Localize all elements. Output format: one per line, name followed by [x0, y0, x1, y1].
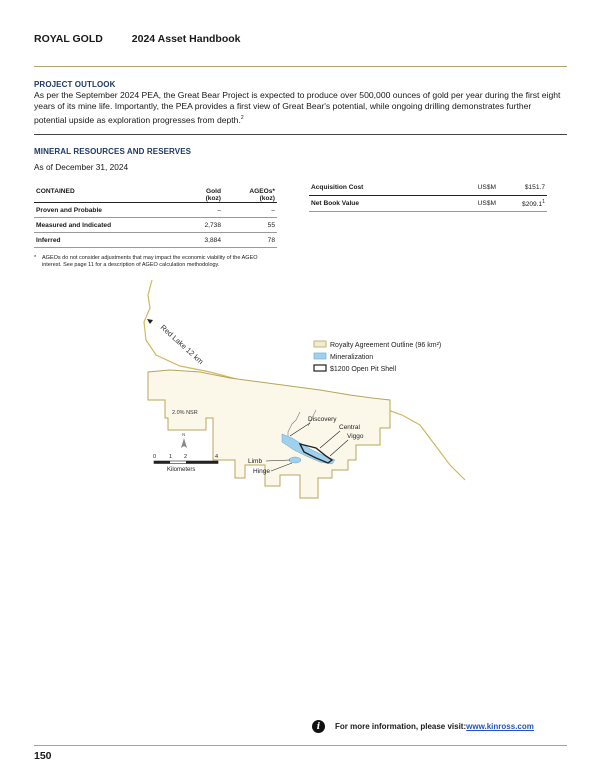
contained-table — [34, 180, 277, 248]
deposit-label: Hinge — [253, 468, 270, 475]
legend-label: Royalty Agreement Outline (96 km²) — [330, 342, 442, 349]
deposit-label: Central — [339, 424, 360, 431]
legend-swatch-mineralization — [314, 353, 326, 359]
deposit-label: Limb — [248, 458, 263, 465]
document-title: 2024 Asset Handbook — [131, 33, 241, 45]
scale-tick: 2 — [184, 454, 188, 460]
as-of-date: As of December 31, 2024 — [34, 162, 129, 172]
table-row: Net Book Value US$M $209.1$^1$ — [309, 196, 547, 212]
footnote-text: AGEOs do not consider adjustments that may impact the economic viability of the AGEO interest. See page 11 for a description of AGEO calculation methodology. — [42, 255, 258, 268]
deposit-label: Viggo — [347, 433, 364, 440]
road-arrow — [147, 319, 153, 324]
legend-swatch-pit — [314, 365, 326, 371]
table-row: Measured and Indicated 2,738 55 — [34, 218, 277, 233]
table-row: Acquisition Cost US$M $151.7 — [309, 180, 547, 196]
footer-text: For more information, please visit: — [335, 722, 467, 731]
table-header-row — [34, 180, 277, 203]
scale-bar-fill — [186, 461, 218, 464]
north-arrow-icon — [181, 438, 187, 448]
deposit-label: Discovery — [308, 416, 337, 423]
outlook-footnote-ref: 2 — [240, 114, 244, 121]
page-header — [34, 33, 241, 45]
gold-header: Gold (koz) — [159, 180, 223, 203]
info-icon: i — [312, 720, 325, 733]
nbv-footnote-ref: 1 — [542, 198, 545, 205]
road-label: Red Lake 12 km — [158, 322, 206, 367]
north-label: N — [182, 432, 186, 437]
brand-name: ROYAL GOLD — [34, 33, 103, 45]
footer-info — [312, 720, 534, 733]
outlook-paragraph — [34, 90, 566, 126]
legend-swatch-royalty — [314, 341, 326, 347]
legend-label: Mineralization — [330, 354, 374, 361]
ageos-header: AGEOs* (koz) — [223, 180, 277, 203]
kinross-link[interactable]: www.kinross.com — [466, 722, 534, 731]
property-map — [120, 280, 470, 510]
header-divider — [34, 66, 567, 67]
contained-header: CONTAINED — [34, 180, 159, 203]
table-row: Proven and Probable – – — [34, 203, 277, 218]
scale-tick: 4 — [215, 454, 219, 460]
outlook-title: PROJECT OUTLOOK — [34, 80, 116, 89]
ageo-footnote — [34, 255, 274, 269]
table-row: Inferred 3,884 78 — [34, 233, 277, 248]
cost-table — [309, 180, 547, 212]
mineralization-limb — [289, 457, 301, 463]
section-divider — [34, 134, 567, 135]
resources-title: MINERAL RESOURCES AND RESERVES — [34, 147, 192, 156]
footnote-star: * — [34, 255, 37, 261]
footer-divider — [34, 745, 567, 746]
scale-tick: 0 — [153, 454, 157, 460]
legend-label: $1200 Open Pit Shell — [330, 366, 397, 373]
nsr-label: 2.0% NSR — [172, 410, 198, 416]
outlook-text: As per the September 2024 PEA, the Great Bear Project is expected to produce over 500,000 ounces of gold per year during the first eight years of its mine life. Importantly, the PEA provides a first view of Great Bear's potential, while ongoing drilling demonstrates further potential upside as exploration progresses from depth. — [34, 90, 561, 125]
scale-label: Kilometers — [167, 467, 196, 473]
page-number: 150 — [34, 750, 52, 762]
scale-tick: 1 — [169, 454, 173, 460]
scale-bar-fill — [154, 461, 170, 464]
